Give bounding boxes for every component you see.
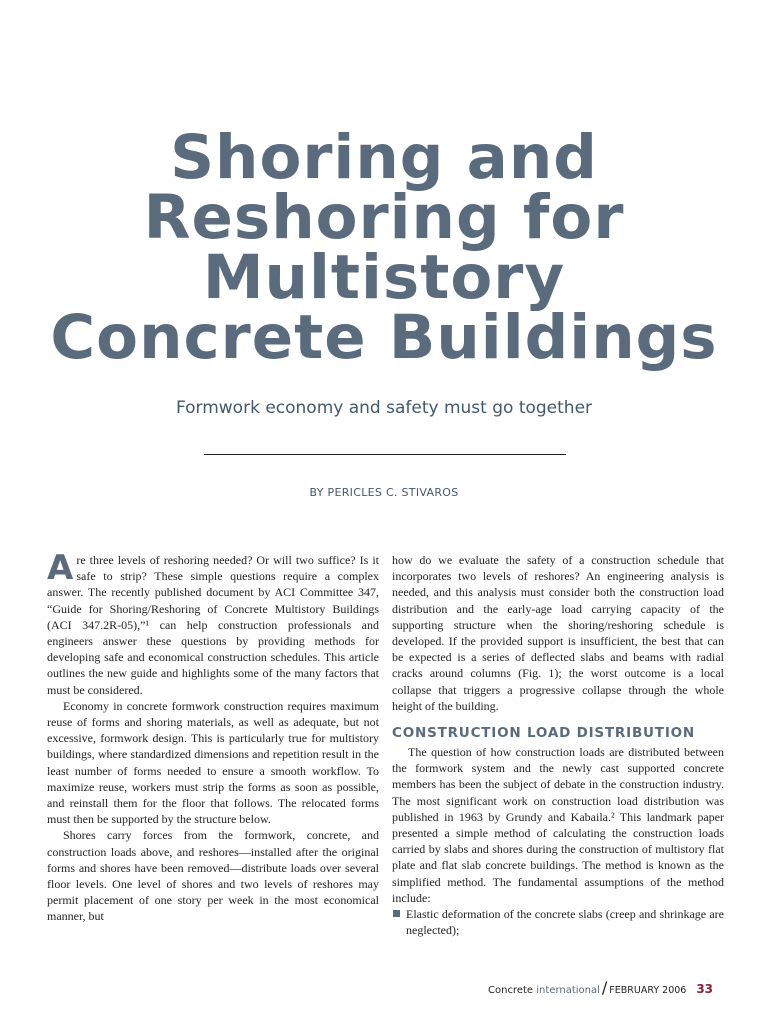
page-number: 33 xyxy=(696,982,714,996)
body-paragraph: how do we evaluate the safety of a construction schedule that incorporates two levels of reshores? An engineering analysis is needed, and this analysis must consider both the construction load distribution and the early-age load carrying capacity of the supporting structure when the shoring/reshoring schedule is developed. If the provided support is insufficient, the best that can be expected is a series of deflected slabs and beams with radial cracks around columns (Fig. 1); the worst outcome is a local collapse that triggers a progressive collapse through the whole height of the building. xyxy=(392,553,724,713)
issue-date: FEBRUARY 2006 xyxy=(609,985,687,996)
body-paragraph xyxy=(47,548,379,698)
bullet-list-item xyxy=(392,906,724,938)
title-line: Reshoring for xyxy=(143,182,625,253)
paragraph-text: re three levels of reshoring needed? Or will two suffice? Is it safe to strip? These simple questions require a complex answer. The recently published document by ACI Committee 347, “Guide for Shoring/Reshoring of Concrete Multistory Buildings (ACI 347.2R-05),”¹ can help construction professionals and engineers answer these questions by providing methods for developing safe and economical construction schedules. This article outlines the new guide and highlights some of the many factors that must be considered. xyxy=(47,553,379,697)
author-byline: BY PERICLES C. STIVAROS xyxy=(309,486,459,499)
section-heading: CONSTRUCTION LOAD DISTRIBUTION xyxy=(392,725,696,742)
magazine-name-light: international xyxy=(536,985,600,996)
title-line: Multistory xyxy=(202,242,566,313)
magazine-name xyxy=(488,985,600,996)
magazine-name-dark: Concrete xyxy=(488,985,534,996)
article-title xyxy=(0,122,768,373)
divider-rule xyxy=(204,454,566,455)
body-paragraph: The question of how construction loads are distributed between the formwork system and the newly cast supported concrete members has been the subject of debate in the construction industry. The most significant work on construction load distribution was published in 1963 by Grundy and Kabaila.² This landmark paper presented a simple method of calculating the construction loads carried by slabs and shores during the construction of multistory flat plate and flat slab concrete buildings. The method is known as the simplified method. The fundamental assumptions of the method include: xyxy=(392,745,724,905)
square-bullet-icon xyxy=(393,910,400,917)
body-paragraph: Shores carry forces from the formwork, concrete, and construction loads above, and reshores—installed after the original forms and shores have been removed—distribute loads over several floor levels. One level of shores and two levels of reshores may permit placement of one story per week in the most economical manner, but xyxy=(47,828,379,924)
right-column xyxy=(392,552,724,938)
body-paragraph: Economy in concrete formwork construction requires maximum reuse of forms and shoring materials, as well as adequate, but not excessive, formwork design. This is particularly true for multistory buildings, where standardized dimensions and repetition result in the least number of forms needed to ensure a smooth workflow. To maximize reuse, workers must strip the forms as soon as possible, and reinstall them for the floor that follows. The relocated forms must then be supported by the structure below. xyxy=(47,698,379,827)
title-line: Shoring and xyxy=(170,122,598,193)
slash-separator-icon: / xyxy=(601,978,608,997)
article-subtitle: Formwork economy and safety must go together xyxy=(175,398,593,418)
bullet-text: Elastic deformation of the concrete slabs (creep and shrinkage are neglected); xyxy=(406,907,724,938)
title-line: Concrete Buildings xyxy=(50,302,718,373)
page-footer xyxy=(488,978,713,997)
left-column xyxy=(47,548,379,925)
drop-cap: A xyxy=(47,548,74,588)
